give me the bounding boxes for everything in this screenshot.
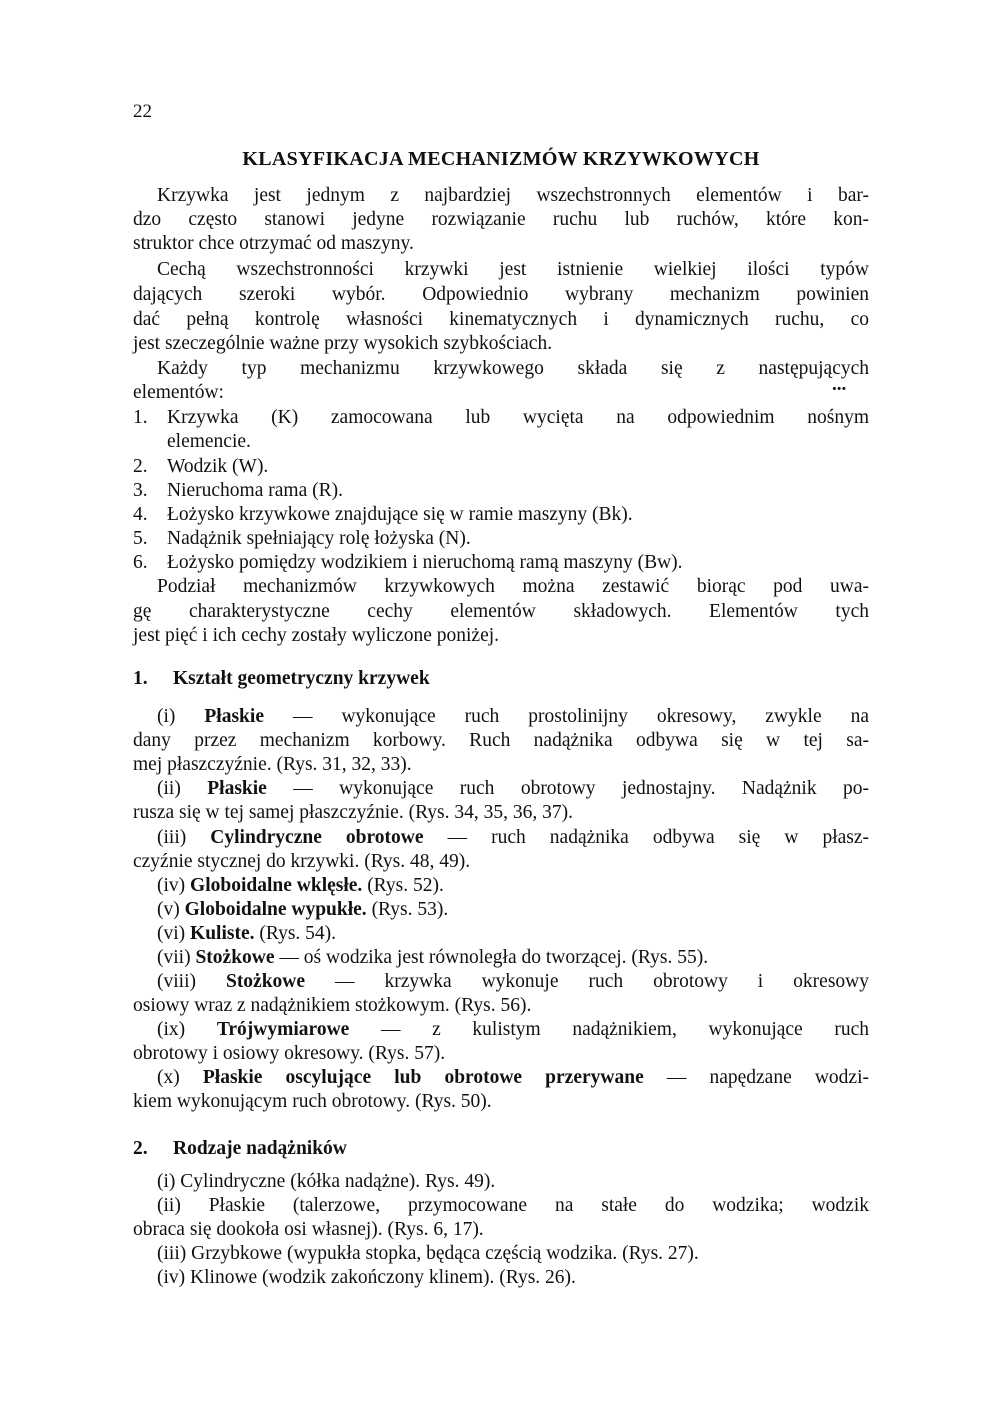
paragraph-line: gę charakterystyczne cechy elementów składowych. Elementów tych (133, 601, 869, 622)
section-heading: 2. Rodzaje nadążników (133, 1138, 347, 1159)
list-item: (x) Płaskie oscylujące lub obrotowe przerywane — napędzane wodzi- (157, 1067, 869, 1088)
paragraph-line: jest pięć i ich cechy zostały wyliczone poniżej. (133, 625, 500, 646)
list-item-cont: mej płaszczyźnie. (Rys. 31, 32, 33). (133, 754, 412, 775)
section-heading: 1. Kształt geometryczny krzywek (133, 668, 430, 689)
list-item: 2. Wodzik (W). (133, 456, 269, 477)
paragraph-line: Krzywka jest jednym z najbardziej wszechstronnych elementów i bar- (157, 185, 869, 206)
list-item: 4. Łożysko krzywkowe znajdujące się w ramie maszyny (Bk). (133, 504, 633, 525)
chapter-title: KLASYFIKACJA MECHANIZMÓW KRZYWKOWYCH (242, 148, 760, 170)
paragraph-line: dać pełną kontrolę własności kinematycznych i dynamicznych ruchu, co (133, 309, 869, 330)
list-item-cont: obraca się dookoła osi własnej). (Rys. 6, 17). (133, 1219, 484, 1240)
list-item-cont: kiem wykonującym ruch obrotowy. (Rys. 50). (133, 1091, 492, 1112)
list-item: (ix) Trójwymiarowe — z kulistym nadążnikiem, wykonujące ruch (157, 1019, 869, 1040)
list-item-cont: rusza się w tej samej płaszczyźnie. (Rys. 34, 35, 36, 37). (133, 802, 574, 823)
list-item: 1. Krzywka (K) zamocowana lub wycięta na odpowiednim nośnym (133, 407, 869, 428)
paragraph-line: Cechą wszechstronności krzywki jest istnienie wielkiej ilości typów (157, 259, 869, 280)
list-item: (iii) Cylindryczne obrotowe — ruch nadążnika odbywa się w płasz- (157, 827, 870, 848)
paragraph-line: Każdy typ mechanizmu krzywkowego składa się z następujących (157, 358, 869, 379)
list-item: (iv) Klinowe (wodzik zakończony klinem). (Rys. 26). (157, 1267, 576, 1288)
list-item-cont: osiowy wraz z nadążnikiem stożkowym. (Rys. 56). (133, 995, 532, 1016)
list-item: (iii) Grzybkowe (wypukła stopka, będąca częścią wodzika. (Rys. 27). (157, 1243, 699, 1264)
list-item: 6. Łożysko pomiędzy wodzikiem i nieruchomą ramą maszyny (Bw). (133, 552, 683, 573)
list-item: (i) Płaskie — wykonujące ruch prostolinijny okresowy, zwykle na (157, 706, 869, 727)
paragraph-line: jest szeczególnie ważne przy wysokich szybkościach. (133, 333, 553, 354)
list-item: (ii) Płaskie — wykonujące ruch obrotowy jednostajny. Nadążnik po- (157, 778, 869, 799)
list-item: (vi) Kuliste. (Rys. 54). (157, 923, 337, 944)
paragraph-line: dzo często stanowi jedyne rozwiązanie ruchu lub ruchów, które kon- (133, 209, 869, 230)
page-number: 22 (133, 101, 152, 122)
paragraph-line: Podział mechanizmów krzywkowych można zestawić biorąc pod uwa- (157, 576, 869, 597)
list-item: (v) Globoidalne wypukłe. (Rys. 53). (157, 899, 449, 920)
list-item-cont: elemencie. (167, 431, 251, 452)
ellipsis: ... (832, 374, 847, 395)
paragraph-line: struktor chce otrzymać od maszyny. (133, 233, 414, 254)
list-item: 3. Nieruchoma rama (R). (133, 480, 343, 501)
list-item: (vii) Stożkowe — oś wodzika jest równoległa do tworzącej. (Rys. 55). (157, 947, 709, 968)
list-item-cont: dany przez mechanizm korbowy. Ruch nadążnika odbywa się w tej sa- (133, 730, 869, 751)
list-item: (ii) Płaskie (talerzowe, przymocowane na stałe do wodzika; wodzik (157, 1195, 869, 1216)
paragraph-line: dających szeroki wybór. Odpowiednio wybrany mechanizm powinien (133, 284, 869, 305)
list-item: (iv) Globoidalne wklęsłe. (Rys. 52). (157, 875, 444, 896)
list-item-cont: czyźnie stycznej do krzywki. (Rys. 48, 49). (133, 851, 471, 872)
paragraph-line: elementów: (133, 382, 224, 403)
list-item: (viii) Stożkowe — krzywka wykonuje ruch obrotowy i okresowy (157, 971, 869, 992)
list-item: (i) Cylindryczne (kółka nadążne). Rys. 49). (157, 1171, 496, 1192)
list-item-cont: obrotowy i osiowy okresowy. (Rys. 57). (133, 1043, 446, 1064)
list-item: 5. Nadążnik spełniający rolę łożyska (N). (133, 528, 471, 549)
